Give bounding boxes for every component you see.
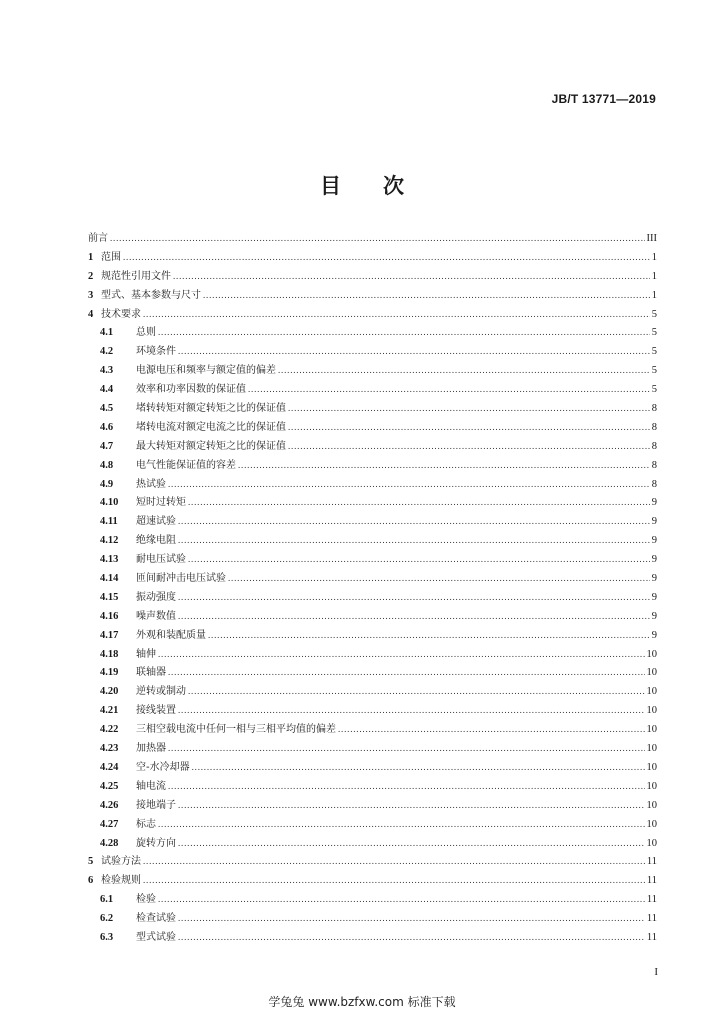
toc-entry-number: 4.20 bbox=[100, 686, 119, 698]
toc-entry-title: 型式试验 bbox=[136, 931, 176, 943]
toc-entry-page: 10 bbox=[646, 743, 657, 755]
toc-leader-dots bbox=[168, 663, 645, 682]
toc-leader-dots bbox=[288, 418, 650, 437]
document-code: JB/T 13771—2019 bbox=[551, 92, 656, 106]
toc-entry-title: 总则 bbox=[136, 327, 156, 339]
toc-entry-number: 4.9 bbox=[100, 478, 114, 490]
toc-entry[interactable] bbox=[88, 890, 657, 909]
toc-entry-page: 9 bbox=[651, 591, 657, 603]
toc-entry-number: 4.11 bbox=[100, 516, 118, 528]
toc-entry-title: 耐电压试验 bbox=[136, 554, 186, 566]
toc-entry-number: 4.13 bbox=[100, 554, 119, 566]
toc-entry-page: 9 bbox=[651, 554, 657, 566]
toc-entry-page: 5 bbox=[651, 384, 657, 396]
toc-entry-page: 8 bbox=[651, 478, 657, 490]
toc-entry-number: 4.28 bbox=[100, 837, 119, 849]
toc-entry-number: 4.6 bbox=[100, 421, 114, 433]
toc-leader-dots bbox=[178, 928, 645, 947]
toc-entry-title: 噪声数值 bbox=[136, 610, 176, 622]
toc-entry[interactable] bbox=[88, 475, 657, 494]
toc-entry[interactable] bbox=[88, 588, 657, 607]
toc-entry-number: 6 bbox=[88, 875, 94, 887]
toc-entry-number: 4.5 bbox=[100, 403, 114, 415]
toc-entry[interactable] bbox=[88, 645, 657, 664]
toc-entry-title: 振动强度 bbox=[136, 591, 176, 603]
toc-leader-dots bbox=[143, 871, 645, 890]
toc-leader-dots bbox=[178, 834, 645, 853]
toc-entry-page: 5 bbox=[651, 327, 657, 339]
toc-entry-page: 10 bbox=[646, 686, 657, 698]
toc-entry-page: 8 bbox=[651, 440, 657, 452]
toc-entry-title: 堵转转矩对额定转矩之比的保证值 bbox=[136, 403, 286, 415]
toc-entry[interactable] bbox=[88, 928, 657, 947]
toc-leader-dots bbox=[178, 701, 645, 720]
toc-leader-dots bbox=[143, 852, 645, 871]
toc-entry[interactable] bbox=[88, 626, 657, 645]
toc-entry-number: 4.21 bbox=[100, 705, 119, 717]
toc-entry-number: 3 bbox=[88, 289, 94, 301]
toc-entry[interactable] bbox=[88, 361, 657, 380]
toc-entry-title: 范围 bbox=[101, 251, 121, 263]
toc-entry[interactable] bbox=[88, 512, 657, 531]
toc-entry-number: 4.22 bbox=[100, 724, 119, 736]
toc-entry[interactable] bbox=[88, 871, 657, 890]
toc-leader-dots bbox=[228, 569, 650, 588]
toc-entry-title: 堵转电流对额定电流之比的保证值 bbox=[136, 421, 286, 433]
toc-entry[interactable] bbox=[88, 456, 657, 475]
toc-leader-dots bbox=[178, 796, 645, 815]
toc-entry[interactable] bbox=[88, 758, 657, 777]
toc-entry-page: 10 bbox=[646, 667, 657, 679]
toc-entry-number: 4.26 bbox=[100, 799, 119, 811]
toc-entry-page: 11 bbox=[646, 931, 657, 943]
toc-entry-number: 4.27 bbox=[100, 818, 119, 830]
toc-entry-title: 型式、基本参数与尺寸 bbox=[101, 289, 201, 301]
toc-entry-page: 9 bbox=[651, 497, 657, 509]
toc-entry-title: 接地端子 bbox=[136, 799, 176, 811]
toc-entry[interactable] bbox=[88, 323, 657, 342]
toc-entry[interactable] bbox=[88, 342, 657, 361]
toc-entry-page: 11 bbox=[646, 856, 657, 868]
toc-entry-number: 4.15 bbox=[100, 591, 119, 603]
toc-entry-title: 最大转矩对额定转矩之比的保证值 bbox=[136, 440, 286, 452]
toc-entry-page: 11 bbox=[646, 894, 657, 906]
toc-entry-title: 检验 bbox=[136, 894, 156, 906]
toc-leader-dots bbox=[248, 380, 650, 399]
toc-entry[interactable] bbox=[88, 493, 657, 512]
toc-entry-title: 标志 bbox=[136, 818, 156, 830]
toc-entry-number: 5 bbox=[88, 856, 94, 868]
toc-entry-page: 9 bbox=[651, 573, 657, 585]
toc-entry-number: 4.18 bbox=[100, 648, 119, 660]
toc-entry-number: 2 bbox=[88, 270, 94, 282]
toc-entry-page: 9 bbox=[651, 535, 657, 547]
toc-entry-title: 加热器 bbox=[136, 743, 166, 755]
toc-entry-page: III bbox=[646, 233, 657, 244]
toc-entry-number: 4.7 bbox=[100, 440, 114, 452]
toc-entry-number: 4.3 bbox=[100, 365, 114, 377]
toc-entry-title: 试验方法 bbox=[101, 856, 141, 868]
toc-entry-title: 热试验 bbox=[136, 478, 166, 490]
toc-entry[interactable] bbox=[88, 739, 657, 758]
toc-heading: 目 次 bbox=[320, 174, 404, 198]
toc-entry-title: 技术要求 bbox=[101, 308, 141, 320]
toc-entry-number: 4.19 bbox=[100, 667, 119, 679]
watermark-text: 学兔兔 www.bzfxw.com 标准下载 bbox=[268, 995, 456, 1009]
toc-entry-title: 电源电压和频率与额定值的偏差 bbox=[136, 365, 276, 377]
toc-leader-dots bbox=[278, 361, 650, 380]
toc-entry-title: 绝缘电阻 bbox=[136, 535, 176, 547]
toc-leader-dots bbox=[188, 550, 650, 569]
toc-entry-number: 4.16 bbox=[100, 610, 119, 622]
toc-entry-title: 规范性引用文件 bbox=[101, 270, 171, 282]
toc-entry-title: 电气性能保证值的容差 bbox=[136, 459, 236, 471]
toc-entry-page: 1 bbox=[651, 270, 657, 282]
toc-entry-number: 4.23 bbox=[100, 743, 119, 755]
toc-leader-dots bbox=[188, 493, 650, 512]
toc-entry[interactable] bbox=[88, 286, 657, 305]
toc-entry-title: 接线装置 bbox=[136, 705, 176, 717]
toc-entry-page: 1 bbox=[651, 251, 657, 263]
toc-entry-number: 4.24 bbox=[100, 761, 119, 773]
toc-entry[interactable] bbox=[88, 305, 657, 324]
toc-leader-dots bbox=[178, 588, 650, 607]
toc-entry-number: 4.4 bbox=[100, 384, 114, 396]
toc-entry-page: 10 bbox=[646, 724, 657, 736]
toc-leader-dots bbox=[203, 286, 650, 305]
toc-entry-number: 4.2 bbox=[100, 346, 114, 358]
toc-leader-dots bbox=[178, 607, 650, 626]
toc-leader-dots bbox=[173, 267, 650, 286]
toc-entry-number: 4.10 bbox=[100, 497, 119, 509]
toc-entry[interactable] bbox=[88, 796, 657, 815]
toc-entry-page: 10 bbox=[646, 705, 657, 717]
toc-entry-number: 4.8 bbox=[100, 459, 114, 471]
toc-leader-dots bbox=[338, 720, 645, 739]
toc-entry-title: 效率和功率因数的保证值 bbox=[136, 384, 246, 396]
toc-entry-title: 联轴器 bbox=[136, 667, 166, 679]
toc-entry-title: 超速试验 bbox=[136, 516, 176, 528]
toc-leader-dots bbox=[208, 626, 650, 645]
toc-leader-dots bbox=[158, 815, 645, 834]
toc-entry-title: 空-水冷却器 bbox=[136, 761, 190, 773]
toc-entry[interactable] bbox=[88, 267, 657, 286]
toc-entry-page: 11 bbox=[646, 913, 657, 925]
toc-entry[interactable] bbox=[88, 720, 657, 739]
toc-leader-dots bbox=[178, 512, 650, 531]
toc-entry-number: 6.2 bbox=[100, 913, 114, 925]
toc-entry-number: 4.17 bbox=[100, 629, 119, 641]
toc-entry-title: 旋转方向 bbox=[136, 837, 176, 849]
toc-entry[interactable] bbox=[88, 663, 657, 682]
toc-entry-number: 4.14 bbox=[100, 573, 119, 585]
toc-leader-dots bbox=[288, 399, 650, 418]
toc-entry-number: 4.1 bbox=[100, 327, 114, 339]
table-of-contents bbox=[88, 229, 657, 947]
toc-entry-page: 10 bbox=[646, 761, 657, 773]
toc-entry-page: 8 bbox=[651, 403, 657, 415]
toc-entry-page: 5 bbox=[651, 308, 657, 320]
toc-entry-title: 检查试验 bbox=[136, 913, 176, 925]
toc-entry-number: 4.12 bbox=[100, 535, 119, 547]
toc-entry-page: 10 bbox=[646, 818, 657, 830]
toc-entry-title: 短时过转矩 bbox=[136, 497, 186, 509]
toc-entry[interactable] bbox=[88, 380, 657, 399]
toc-leader-dots bbox=[188, 682, 645, 701]
toc-leader-dots bbox=[288, 437, 650, 456]
toc-leader-dots bbox=[158, 890, 645, 909]
toc-leader-dots bbox=[178, 909, 645, 928]
toc-entry[interactable] bbox=[88, 399, 657, 418]
toc-entry-page: 8 bbox=[651, 459, 657, 471]
toc-leader-dots bbox=[168, 475, 650, 494]
toc-entry-page: 11 bbox=[646, 875, 657, 887]
toc-entry[interactable] bbox=[88, 569, 657, 588]
toc-entry-title: 检验规则 bbox=[101, 875, 141, 887]
toc-entry[interactable] bbox=[88, 682, 657, 701]
toc-entry[interactable] bbox=[88, 777, 657, 796]
toc-entry[interactable] bbox=[88, 701, 657, 720]
toc-entry-page: 5 bbox=[651, 346, 657, 358]
toc-entry[interactable] bbox=[88, 909, 657, 928]
toc-entry[interactable] bbox=[88, 550, 657, 569]
toc-entry[interactable] bbox=[88, 437, 657, 456]
toc-entry[interactable] bbox=[88, 607, 657, 626]
toc-entry-title: 外观和装配质量 bbox=[136, 629, 206, 641]
toc-entry[interactable] bbox=[88, 815, 657, 834]
toc-entry-title: 环境条件 bbox=[136, 346, 176, 358]
toc-entry-number: 1 bbox=[88, 251, 94, 263]
toc-entry-number: 4 bbox=[88, 308, 94, 320]
toc-leader-dots bbox=[158, 645, 645, 664]
toc-entry-title: 三相空载电流中任何一相与三相平均值的偏差 bbox=[136, 724, 336, 736]
toc-entry[interactable] bbox=[88, 834, 657, 853]
toc-entry[interactable] bbox=[88, 248, 657, 267]
toc-entry-page: 9 bbox=[651, 516, 657, 528]
toc-entry-title: 匝间耐冲击电压试验 bbox=[136, 573, 226, 585]
toc-entry[interactable] bbox=[88, 531, 657, 550]
toc-entry[interactable] bbox=[88, 852, 657, 871]
toc-leader-dots bbox=[192, 758, 645, 777]
toc-entry-title: 逆转或制动 bbox=[136, 686, 186, 698]
toc-entry-title: 轴伸 bbox=[136, 648, 156, 660]
toc-entry-page: 9 bbox=[651, 629, 657, 641]
toc-leader-dots bbox=[110, 229, 645, 248]
toc-entry-page: 10 bbox=[646, 648, 657, 660]
toc-entry-page: 10 bbox=[646, 799, 657, 811]
toc-entry-page: 9 bbox=[651, 610, 657, 622]
toc-entry-page: 10 bbox=[646, 837, 657, 849]
toc-leader-dots bbox=[143, 305, 650, 324]
toc-entry-number: 4.25 bbox=[100, 780, 119, 792]
toc-entry-page: 1 bbox=[651, 289, 657, 301]
toc-leader-dots bbox=[168, 739, 645, 758]
toc-leader-dots bbox=[158, 323, 650, 342]
toc-entry[interactable] bbox=[88, 229, 657, 248]
toc-leader-dots bbox=[168, 777, 645, 796]
toc-entry[interactable] bbox=[88, 418, 657, 437]
toc-leader-dots bbox=[238, 456, 650, 475]
toc-entry-title: 前言 bbox=[88, 233, 108, 244]
toc-entry-page: 8 bbox=[651, 421, 657, 433]
toc-entry-number: 6.3 bbox=[100, 931, 114, 943]
toc-entry-page: 5 bbox=[651, 365, 657, 377]
toc-entry-title: 轴电流 bbox=[136, 780, 166, 792]
toc-leader-dots bbox=[123, 248, 650, 267]
page-number: I bbox=[654, 966, 658, 978]
toc-entry-page: 10 bbox=[646, 780, 657, 792]
toc-leader-dots bbox=[178, 342, 650, 361]
toc-entry-number: 6.1 bbox=[100, 894, 114, 906]
toc-leader-dots bbox=[178, 531, 650, 550]
